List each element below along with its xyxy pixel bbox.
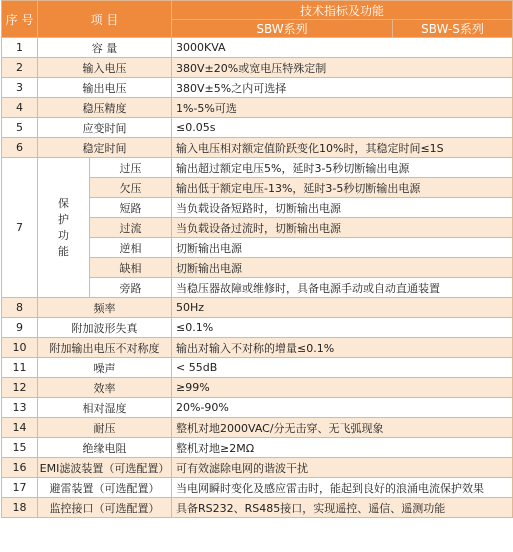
protection-sub: 逆相 <box>90 238 172 258</box>
row-name: 稳定时间 <box>38 138 172 158</box>
spec-table <box>1 0 513 518</box>
row-name: 容 量 <box>38 38 172 58</box>
row-name: 附加波形失真 <box>38 318 172 338</box>
table-row <box>2 58 513 78</box>
row-no: 12 <box>2 378 38 398</box>
table-row <box>2 498 513 518</box>
row-no: 4 <box>2 98 38 118</box>
table-row <box>2 478 513 498</box>
row-no: 17 <box>2 478 38 498</box>
protection-value: 当负载设备短路时，切断输出电源 <box>172 198 513 218</box>
protection-value: 切断输出电源 <box>172 258 513 278</box>
protection-value: 切断输出电源 <box>172 238 513 258</box>
row-value: 可有效滤除电网的谐波干扰 <box>172 458 513 478</box>
row-name: 监控接口（可选配置） <box>38 498 172 518</box>
row-value: 具备RS232、RS485接口，实现遥控、遥信、遥测功能 <box>172 498 513 518</box>
row-name: 应变时间 <box>38 118 172 138</box>
row-name: 避雷装置（可选配置） <box>38 478 172 498</box>
row-value: 380V±20%或宽电压特殊定制 <box>172 58 513 78</box>
row-value: 20%-90% <box>172 398 513 418</box>
row-name: 输入电压 <box>38 58 172 78</box>
table-row <box>2 138 513 158</box>
row-name: 绝缘电阻 <box>38 438 172 458</box>
table-row <box>2 418 513 438</box>
row-name: 附加输出电压不对称度 <box>38 338 172 358</box>
table-row <box>2 358 513 378</box>
protection-row <box>2 158 513 178</box>
row-no: 8 <box>2 298 38 318</box>
row-name: 相对湿度 <box>38 398 172 418</box>
table-row <box>2 438 513 458</box>
row-no: 5 <box>2 118 38 138</box>
table-row <box>2 398 513 418</box>
table-row <box>2 338 513 358</box>
row-no: 2 <box>2 58 38 78</box>
table-row <box>2 78 513 98</box>
row-value: 当电网瞬时变化及感应雷击时，能起到良好的浪涌电流保护效果 <box>172 478 513 498</box>
protection-label: 保护功能 <box>38 158 90 298</box>
header-sbw-series: SBW系列 <box>172 20 393 38</box>
protection-value: 输出低于额定电压-13%，延时3-5秒切断输出电源 <box>172 178 513 198</box>
header-item: 项 目 <box>38 1 172 38</box>
table-row <box>2 378 513 398</box>
protection-value: 当稳压器故障或维修时，具备电源手动或自动直通装置 <box>172 278 513 298</box>
table-row <box>2 318 513 338</box>
row-name: 稳压精度 <box>38 98 172 118</box>
row-no: 9 <box>2 318 38 338</box>
table-row <box>2 458 513 478</box>
row-value: 50Hz <box>172 298 513 318</box>
row-name: 频率 <box>38 298 172 318</box>
protection-value: 输出超过额定电压5%，延时3-5秒切断输出电源 <box>172 158 513 178</box>
row-name: 噪声 <box>38 358 172 378</box>
row-no: 13 <box>2 398 38 418</box>
row-no: 3 <box>2 78 38 98</box>
protection-sub: 欠压 <box>90 178 172 198</box>
row-value: 输入电压相对额定值阶跃变化10%时，其稳定时间≤1S <box>172 138 513 158</box>
protection-value: 当负载设备过流时，切断输出电源 <box>172 218 513 238</box>
header-spec: 技术指标及功能 <box>172 1 513 20</box>
protection-sub: 过压 <box>90 158 172 178</box>
row-no: 6 <box>2 138 38 158</box>
row-value: ≥99% <box>172 378 513 398</box>
table-row <box>2 298 513 318</box>
row-value: < 55dB <box>172 358 513 378</box>
row-no: 14 <box>2 418 38 438</box>
table-row <box>2 98 513 118</box>
table-row <box>2 38 513 58</box>
row-name: 效率 <box>38 378 172 398</box>
row-no: 15 <box>2 438 38 458</box>
row-value: 3000KVA <box>172 38 513 58</box>
protection-sub: 短路 <box>90 198 172 218</box>
row-value: 1%-5%可选 <box>172 98 513 118</box>
protection-sub: 旁路 <box>90 278 172 298</box>
header-no: 序 号 <box>2 1 38 38</box>
row-value: ≤0.05s <box>172 118 513 138</box>
table-row <box>2 118 513 138</box>
row-no: 11 <box>2 358 38 378</box>
protection-sub: 缺相 <box>90 258 172 278</box>
row-no: 10 <box>2 338 38 358</box>
row-no: 18 <box>2 498 38 518</box>
row-no: 1 <box>2 38 38 58</box>
row-name: 输出电压 <box>38 78 172 98</box>
protection-sub: 过流 <box>90 218 172 238</box>
row-value: 整机对地≥2MΩ <box>172 438 513 458</box>
row-name: 耐压 <box>38 418 172 438</box>
row-no: 16 <box>2 458 38 478</box>
row-value: 输出对输入不对称的增量≤0.1% <box>172 338 513 358</box>
row-no: 7 <box>2 158 38 298</box>
row-value: 整机对地2000VAC/分无击穿、无飞弧现象 <box>172 418 513 438</box>
row-name: EMI滤波装置（可选配置） <box>38 458 172 478</box>
header-sbws-series: SBW-S系列 <box>393 20 513 38</box>
row-value: ≤0.1% <box>172 318 513 338</box>
row-value: 380V±5%之内可选择 <box>172 78 513 98</box>
